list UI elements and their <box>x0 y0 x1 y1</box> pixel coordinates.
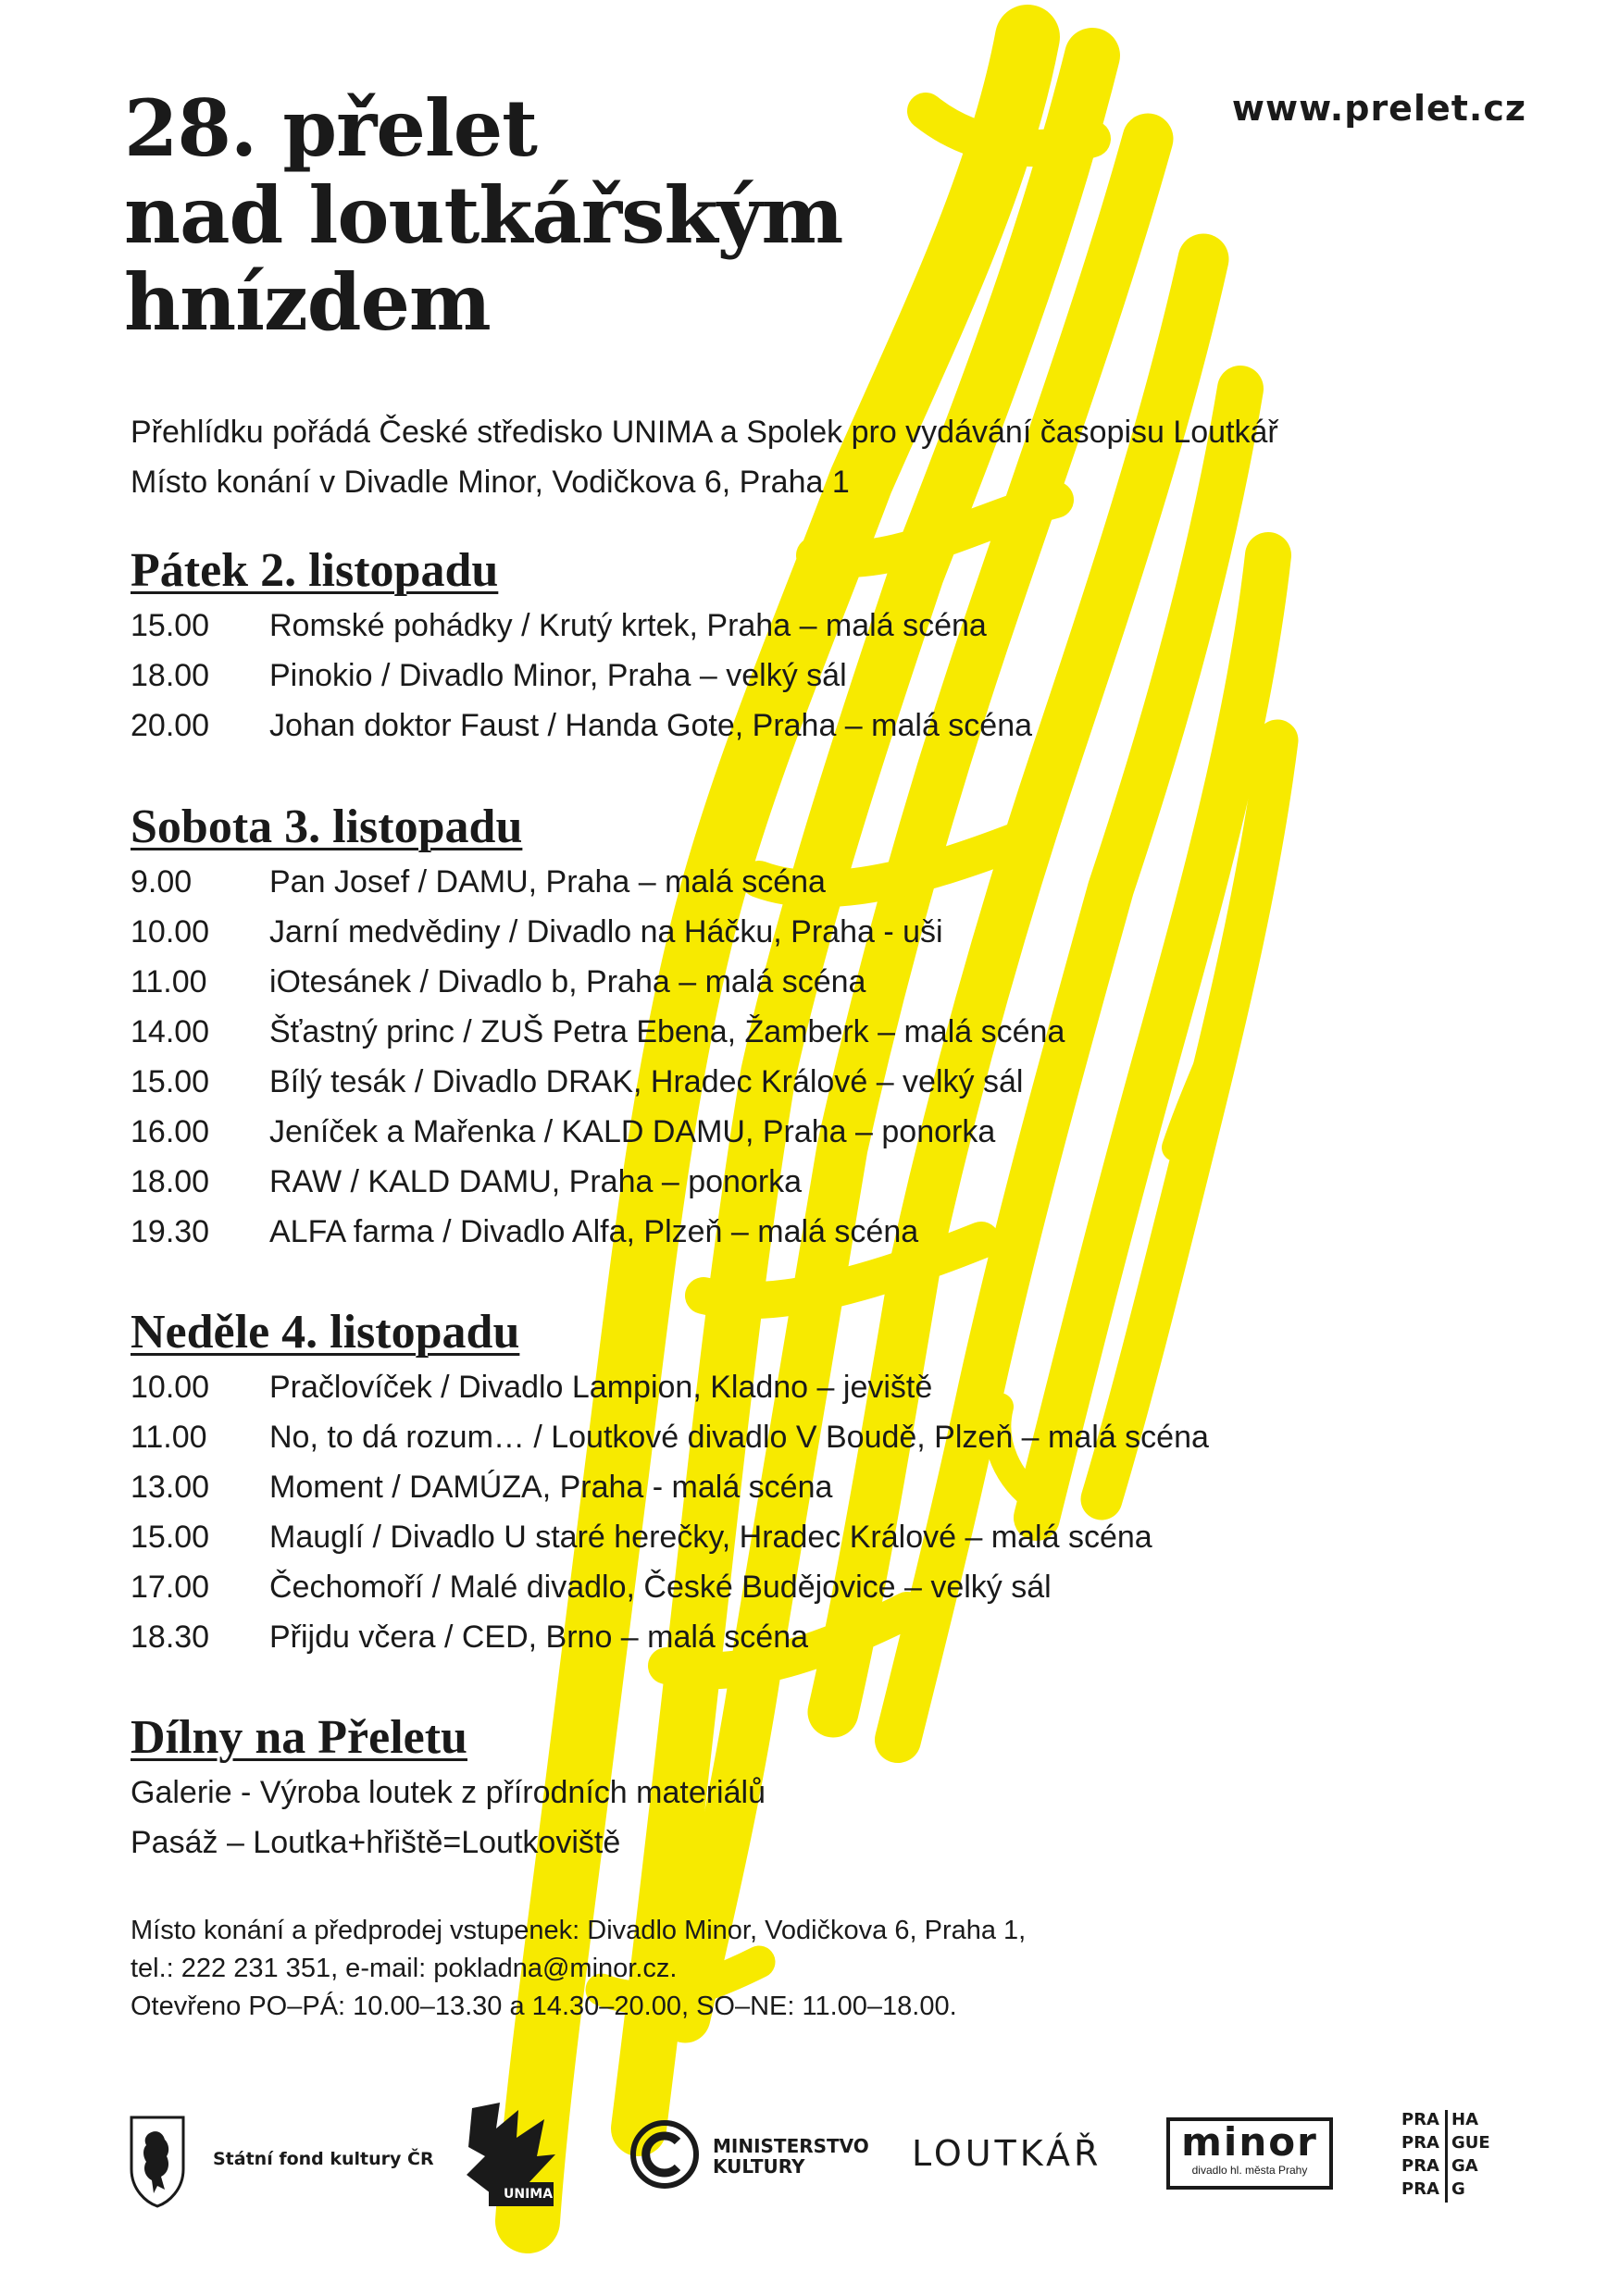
event-time: 11.00 <box>131 1420 207 1455</box>
event-time: 18.00 <box>131 1164 210 1199</box>
event-text: Romské pohádky / Krutý krtek, Praha – malá scéna <box>269 608 987 643</box>
event-time: 13.00 <box>131 1470 210 1505</box>
schedule-row <box>131 1412 1209 1462</box>
contact-info <box>131 1912 1026 2026</box>
event-text: Čechomoří / Malé divadlo, České Budějovice – velký sál <box>269 1570 1052 1605</box>
unima-logo <box>463 2101 565 2212</box>
schedule-row <box>131 1157 1065 1207</box>
loutkar-logo <box>912 2133 1134 2179</box>
schedule-day-friday <box>131 541 1032 751</box>
event-text: Přijdu včera / CED, Brno – malá scéna <box>269 1620 809 1655</box>
event-time: 9.00 <box>131 864 193 900</box>
schedule-day-saturday <box>131 798 1065 1257</box>
event-text: Johan doktor Faust / Handa Gote, Praha – malá scéna <box>269 708 1033 743</box>
event-time: 18.00 <box>131 658 210 693</box>
praha-cell: HA <box>1451 2110 1478 2129</box>
loutkar-label: LOUTKÁŘ <box>912 2133 1102 2174</box>
praha-cell: PRA <box>1400 2179 1448 2203</box>
ministry-label-1: MINISTERSTVO <box>713 2135 869 2157</box>
title-line-1: 28. přelet <box>124 82 537 174</box>
workshop-item: Galerie - Výroba loutek z přírodních materiálů <box>131 1775 766 1810</box>
state-fund-label: Státní fond kultury ČR <box>213 2149 434 2169</box>
event-text: Pračlovíček / Divadlo Lampion, Kladno – jeviště <box>269 1370 933 1405</box>
praha-city-logo <box>1400 2110 1501 2203</box>
praha-cell: PRA <box>1400 2133 1448 2156</box>
schedule-row <box>131 601 1032 651</box>
day-heading: Sobota 3. listopadu <box>131 800 523 853</box>
workshop-item: Pasáž – Loutka+hřiště=Loutkoviště <box>131 1825 621 1860</box>
event-time: 15.00 <box>131 608 210 643</box>
event-time: 15.00 <box>131 1064 210 1099</box>
unima-label: UNIMA <box>504 2187 554 2202</box>
event-time: 17.00 <box>131 1570 210 1605</box>
schedule-row <box>131 1107 1065 1157</box>
contact-phone-email: tel.: 222 231 351, e-mail: pokladna@minor.cz. <box>131 1954 678 1983</box>
event-text: iOtesánek / Divadlo b, Praha – malá scéna <box>269 964 866 999</box>
event-time: 15.00 <box>131 1520 210 1555</box>
day-heading: Pátek 2. listopadu <box>131 544 499 597</box>
ministry-c-icon <box>629 2119 700 2190</box>
praha-cell: GUE <box>1451 2133 1490 2153</box>
day-heading: Neděle 4. listopadu <box>131 1306 520 1359</box>
event-text: Jeníček a Mařenka / KALD DAMU, Praha – ponorka <box>269 1114 996 1149</box>
praha-cell: PRA <box>1400 2110 1448 2133</box>
event-text: Jarní medvědiny / Divadlo na Háčku, Praha - uši <box>269 914 943 949</box>
ministry-of-culture-logo <box>629 2119 870 2193</box>
event-time: 20.00 <box>131 708 210 743</box>
event-time: 16.00 <box>131 1114 210 1149</box>
schedule-row <box>131 907 1065 957</box>
title-line-3: hnízdem <box>124 256 491 348</box>
event-text: No, to dá rozum… / Loutkové divadlo V Boudě, Plzeň – malá scéna <box>269 1420 1209 1455</box>
praha-cell: GA <box>1451 2156 1478 2176</box>
schedule-day-sunday <box>131 1303 1209 1662</box>
event-time: 14.00 <box>131 1014 210 1049</box>
event-text: Pan Josef / DAMU, Praha – malá scéna <box>269 864 826 900</box>
event-time: 18.30 <box>131 1620 210 1655</box>
title-line-2: nad loutkářským <box>124 169 843 261</box>
schedule-row <box>131 1562 1209 1612</box>
event-time: 11.00 <box>131 964 207 999</box>
contact-opening-hours: Otevřeno PO–PÁ: 10.00–13.30 a 14.30–20.00, SO–NE: 11.00–18.00. <box>131 1992 957 2021</box>
schedule-row <box>131 1057 1065 1107</box>
event-text: Šťastný princ / ZUŠ Petra Ebena, Žamberk – malá scéna <box>269 1014 1065 1049</box>
website-link[interactable]: www.prelet.cz <box>1231 88 1526 129</box>
minor-sublabel: divadlo hl. města Prahy <box>1191 2164 1308 2177</box>
schedule-row <box>131 1512 1209 1562</box>
praha-cell: PRA <box>1400 2156 1448 2179</box>
schedule-row <box>131 1207 1065 1257</box>
contact-venue: Místo konání a předprodej vstupenek: Divadlo Minor, Vodičkova 6, Praha 1, <box>131 1916 1027 1945</box>
event-text: Pinokio / Divadlo Minor, Praha – velký sál <box>269 658 847 693</box>
intro-organizers: Přehlídku pořádá České středisko UNIMA a Spolek pro vydávání časopisu Loutkář <box>131 415 1278 450</box>
coat-of-arms-icon <box>128 2112 187 2208</box>
event-time: 10.00 <box>131 1370 210 1405</box>
event-text: ALFA farma / Divadlo Alfa, Plzeň – malá scéna <box>269 1214 919 1249</box>
event-text: RAW / KALD DAMU, Praha – ponorka <box>269 1164 803 1199</box>
schedule-row <box>131 701 1032 751</box>
event-time: 10.00 <box>131 914 210 949</box>
minor-label: minor <box>1181 2119 1318 2165</box>
workshops-heading: Dílny na Přeletu <box>131 1711 467 1764</box>
schedule-row <box>131 1462 1209 1512</box>
ministry-label-2: KULTURY <box>713 2155 805 2178</box>
schedule-row <box>131 651 1032 701</box>
schedule-row <box>131 1612 1209 1662</box>
divadlo-minor-logo <box>1166 2117 1333 2190</box>
schedule-row <box>131 1007 1065 1057</box>
state-fund-logo <box>128 2112 442 2214</box>
intro-block <box>131 407 1278 507</box>
poster-title <box>124 82 843 348</box>
intro-venue: Místo konání v Divadle Minor, Vodičkova 6, Praha 1 <box>131 465 850 500</box>
event-time: 19.30 <box>131 1214 210 1249</box>
event-text: Mauglí / Divadlo U staré herečky, Hradec Králové – malá scéna <box>269 1520 1152 1555</box>
schedule-row <box>131 1362 1209 1412</box>
schedule-row <box>131 957 1065 1007</box>
workshops-section <box>131 1708 766 1868</box>
event-text: Bílý tesák / Divadlo DRAK, Hradec Králové – velký sál <box>269 1064 1024 1099</box>
sponsor-logos <box>0 2091 1619 2230</box>
praha-cell: G <box>1451 2179 1465 2199</box>
schedule-row <box>131 857 1065 907</box>
event-text: Moment / DAMÚZA, Praha - malá scéna <box>269 1470 833 1505</box>
